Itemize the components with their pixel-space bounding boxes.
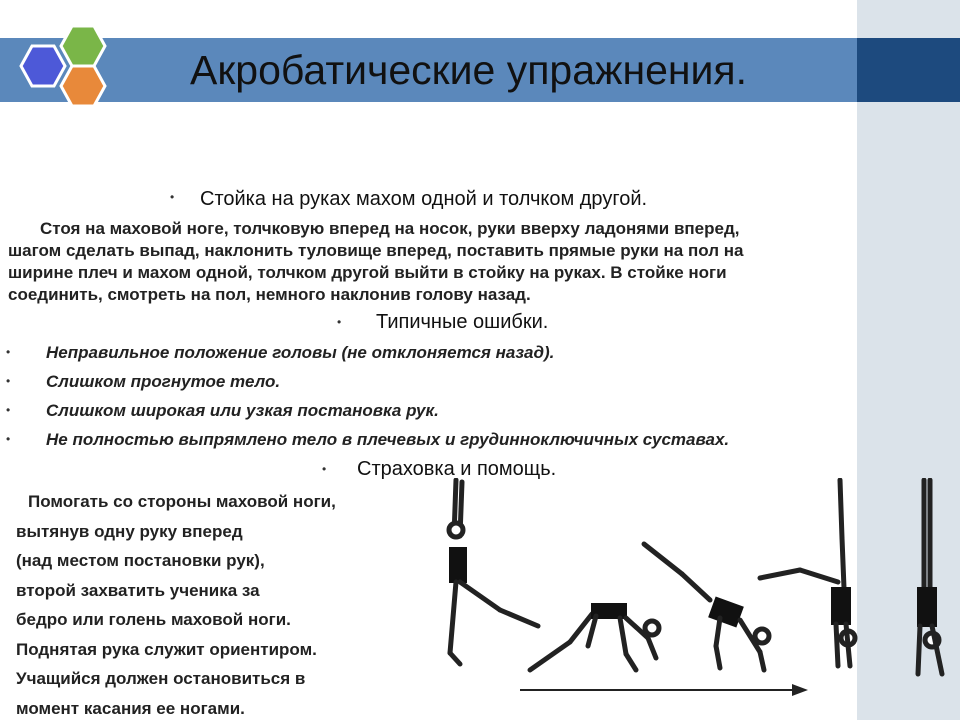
bullet-icon: • bbox=[337, 315, 342, 329]
description-line: Стоя на маховой ноге, толчковую вперед на носок, руки вверху ладонями вперед, bbox=[40, 219, 740, 238]
bullet-icon: • bbox=[6, 403, 11, 417]
bullet-icon: • bbox=[322, 462, 327, 476]
spotting-line: вытянув одну руку вперед bbox=[16, 521, 243, 541]
spotting-line: момент касания ее ногами. bbox=[16, 698, 245, 718]
description-line: шагом сделать выпад, наклонить туловище вперед, поставить прямые руки на пол на bbox=[8, 241, 744, 260]
title-bar-accent bbox=[857, 38, 960, 102]
error-item: Слишком прогнутое тело. bbox=[46, 372, 281, 391]
spotting-line: (над местом постановки рук), bbox=[16, 551, 265, 570]
description-line: ширине плеч и махом одной, толчком другой выйти в стойку на руках. В стойке ноги bbox=[8, 263, 727, 282]
error-item: Слишком широкая или узкая постановка рук. bbox=[46, 401, 439, 420]
hex-green-icon bbox=[61, 26, 105, 66]
bullet-icon: • bbox=[170, 190, 175, 204]
gymnast-figure-2 bbox=[530, 604, 659, 670]
bullet-icon: • bbox=[6, 432, 11, 446]
hexagon-cluster-icon bbox=[10, 22, 110, 114]
gymnast-figure-5 bbox=[918, 480, 942, 674]
spotting-description bbox=[16, 487, 426, 720]
gymnast-figure-4 bbox=[760, 480, 855, 666]
spotting-line: Учащийся должен остановиться в bbox=[16, 669, 306, 688]
gymnast-figure-3 bbox=[644, 544, 769, 670]
spotting-line: Поднятая рука служит ориентиром. bbox=[16, 639, 317, 659]
section-heading-typical-errors: Типичные ошибки. bbox=[376, 311, 549, 333]
slide-title: Акробатические упражнения. bbox=[190, 47, 748, 93]
section-heading-spotting: Страховка и помощь. bbox=[357, 458, 557, 480]
spotting-line: второй захватить ученика за bbox=[16, 580, 260, 600]
handstand-sequence-illustration bbox=[420, 478, 960, 720]
handstand-description bbox=[8, 218, 933, 306]
error-item: Неправильное положение головы (не отклоняется назад). bbox=[46, 343, 555, 362]
hex-blue-icon bbox=[21, 46, 65, 86]
bullet-icon: • bbox=[6, 345, 11, 359]
error-item: Не полностью выпрямлено тело в плечевых и грудинноключичных суставах. bbox=[46, 430, 730, 449]
gymnast-figure-1 bbox=[449, 480, 538, 664]
description-line: соединить, смотреть на пол, немного наклонив голову назад. bbox=[8, 285, 531, 304]
hex-orange-icon bbox=[61, 66, 105, 106]
spotting-line: бедро или голень маховой ноги. bbox=[16, 610, 291, 629]
bullet-icon: • bbox=[6, 374, 11, 388]
direction-arrow-icon bbox=[520, 684, 808, 696]
spotting-line: Помогать со стороны маховой ноги, bbox=[28, 492, 336, 511]
section-heading-handstand: Стойка на руках махом одной и толчком другой. bbox=[200, 188, 648, 210]
